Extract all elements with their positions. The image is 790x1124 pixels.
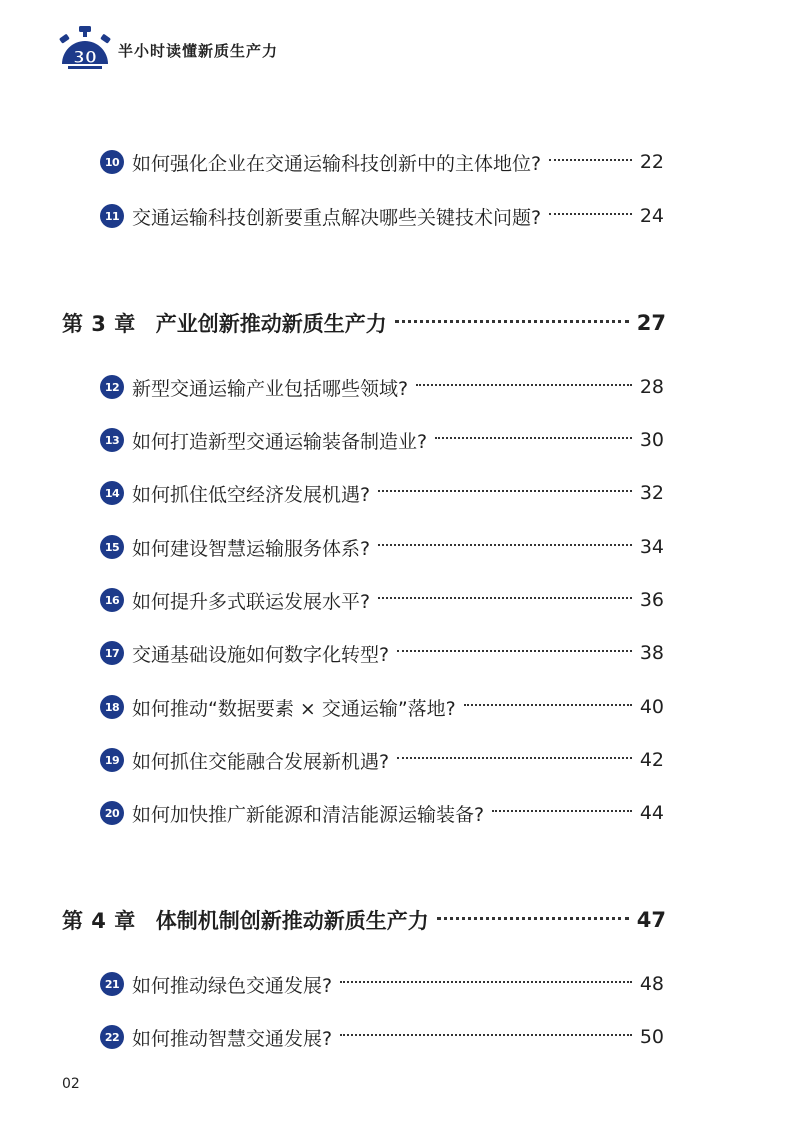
entry-title: 如何推动智慧交通发展? [132,1027,333,1050]
dot-leader [340,1034,632,1036]
question-number-badge: 14 [100,481,124,505]
chapter-label: 第 3 章 [62,312,136,336]
entry-page-number: 50 [639,1026,664,1048]
toc-entry-16[interactable] [100,585,664,615]
chapter-page-number: 27 [636,311,666,335]
dot-leader [492,810,632,812]
question-number-badge: 22 [100,1025,124,1049]
question-number-badge: 19 [100,748,124,772]
toc-entry-18[interactable] [100,692,664,722]
logo-number: 30 [73,48,97,68]
question-number-badge: 20 [100,801,124,825]
dot-leader [397,650,632,652]
toc-entry-15[interactable] [100,532,664,562]
dot-leader [378,490,632,492]
question-number-badge: 18 [100,695,124,719]
toc-entry-12[interactable] [100,372,664,402]
entry-page-number: 36 [639,589,664,611]
dot-leader [464,704,632,706]
toc-entry-13[interactable] [100,425,664,455]
entry-page-number: 48 [639,973,664,995]
question-number-badge: 21 [100,972,124,996]
question-number-badge: 16 [100,588,124,612]
book-title: 半小时读懂新质生产力 [118,42,279,60]
chapter-title: 体制机制创新推动新质生产力 [155,909,429,933]
toc-chapter-4[interactable] [62,903,666,937]
toc-entry-21[interactable] [100,969,664,999]
entry-page-number: 38 [639,642,664,664]
entry-page-number: 28 [639,376,664,398]
toc-entry-14[interactable] [100,478,664,508]
toc-entry-20[interactable] [100,798,664,828]
entry-page-number: 44 [639,802,664,824]
entry-title: 如何强化企业在交通运输科技创新中的主体地位? [132,152,542,175]
entry-title: 如何打造新型交通运输装备制造业? [132,430,428,453]
entry-page-number: 24 [639,205,664,227]
entry-page-number: 34 [639,536,664,558]
toc-entry-22[interactable] [100,1022,664,1052]
entry-title: 如何抓住交能融合发展新机遇? [132,750,390,773]
entry-title: 如何提升多式联运发展水平? [132,590,371,613]
entry-page-number: 32 [639,482,664,504]
entry-title: 如何抓住低空经济发展机遇? [132,483,371,506]
dot-leader [549,159,632,161]
question-number-badge: 15 [100,535,124,559]
question-number-badge: 11 [100,204,124,228]
toc-entry-17[interactable] [100,638,664,668]
chapter-title: 产业创新推动新质生产力 [155,312,387,336]
toc-chapter-3[interactable] [62,306,666,340]
entry-title: 新型交通运输产业包括哪些领域? [132,377,409,400]
question-number-badge: 12 [100,375,124,399]
toc-entry-11[interactable] [100,201,664,231]
dot-leader [416,384,632,386]
dot-leader [395,320,629,323]
dot-leader [378,544,632,546]
footer-page-number: 02 [62,1076,80,1092]
dot-leader [549,213,632,215]
toc-entry-19[interactable] [100,745,664,775]
toc-entry-10[interactable] [100,147,664,177]
dot-leader [397,757,632,759]
entry-page-number: 42 [639,749,664,771]
chapter-label: 第 4 章 [62,909,136,933]
dot-leader [378,597,632,599]
entry-title: 交通运输科技创新要重点解决哪些关键技术问题? [132,206,542,229]
entry-title: 交通基础设施如何数字化转型? [132,643,390,666]
entry-page-number: 30 [639,429,664,451]
entry-page-number: 40 [639,696,664,718]
question-number-badge: 10 [100,150,124,174]
question-number-badge: 17 [100,641,124,665]
entry-title: 如何建设智慧运输服务体系? [132,537,371,560]
question-number-badge: 13 [100,428,124,452]
entry-title: 如何推动“数据要素 × 交通运输”落地? [132,697,456,720]
entry-page-number: 22 [639,151,664,173]
entry-title: 如何推动绿色交通发展? [132,974,333,997]
dot-leader [435,437,632,439]
dot-leader [340,981,632,983]
dot-leader [437,917,629,920]
chapter-page-number: 47 [636,908,666,932]
entry-title: 如何加快推广新能源和清洁能源运输装备? [132,803,485,826]
